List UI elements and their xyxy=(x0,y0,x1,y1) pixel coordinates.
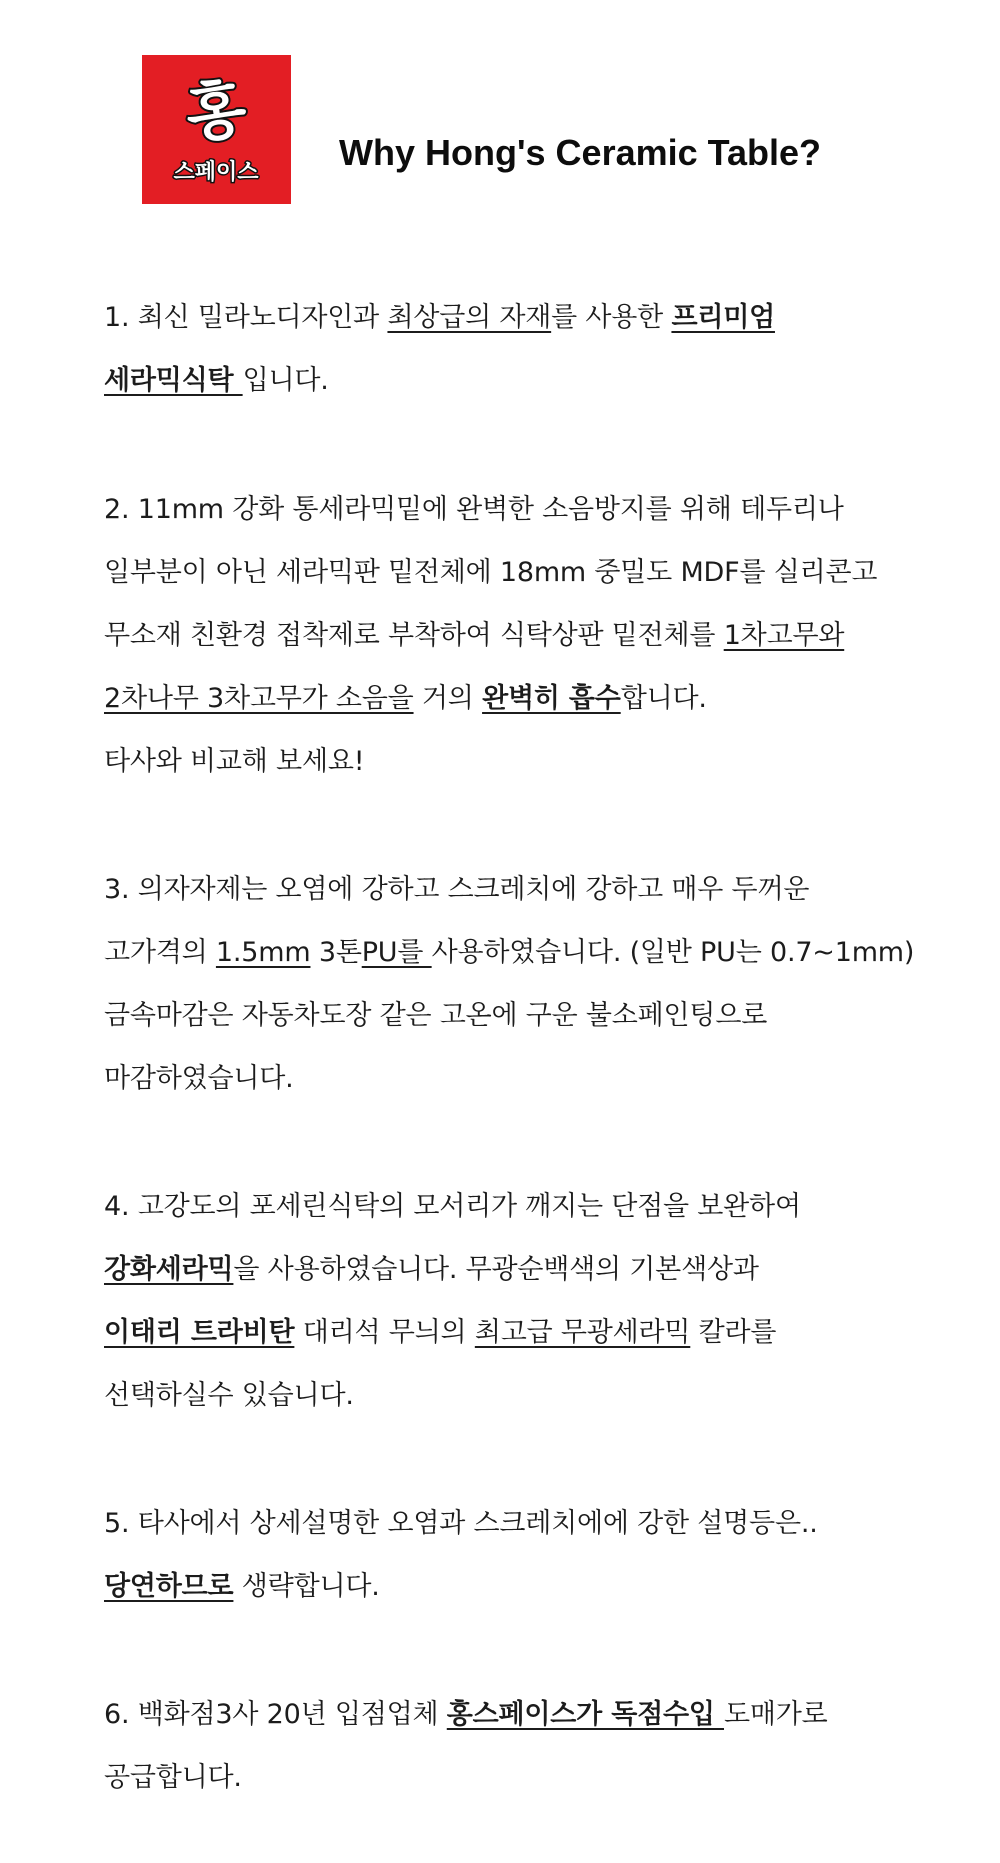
body-text: 생략합니다. xyxy=(233,1571,380,1602)
section-4-line-4 xyxy=(104,1378,354,1414)
section-6-line-2 xyxy=(104,1760,242,1796)
section-2-line-3 xyxy=(104,618,844,654)
body-text: 을 사용하였습니다. 무광순백색의 기본색상과 xyxy=(233,1254,759,1285)
body-text: 도매가로 xyxy=(724,1699,828,1730)
hong-space-logo-icon xyxy=(142,55,291,204)
section-3-line-2 xyxy=(104,935,914,971)
section-1-line-2 xyxy=(104,363,329,399)
body-text: 6. 백화점3사 20년 입점업체 xyxy=(104,1699,447,1730)
bold-underlined-text: 당연하므로 xyxy=(104,1571,234,1602)
body-text: 거의 xyxy=(413,683,483,714)
section-2-line-4 xyxy=(104,681,707,717)
bold-underlined-text: 완벽히 흡수 xyxy=(482,683,621,714)
body-text: 3톤 xyxy=(310,937,362,968)
section-6-line-1 xyxy=(104,1697,828,1733)
body-text: 2. 11mm 강화 통세라믹밑에 완벽한 소음방지를 위해 테두리나 xyxy=(104,494,844,525)
body-text: 3. 의자자제는 오염에 강하고 스크레치에 강하고 매우 두꺼운 xyxy=(104,874,810,905)
body-text: 금속마감은 자동차도장 같은 고온에 구운 불소페인팅으로 xyxy=(104,1000,768,1031)
page-title: Why Hong's Ceramic Table? xyxy=(339,132,821,173)
underlined-text: 1차고무와 xyxy=(723,620,845,651)
bold-underlined-text: 프리미엄 xyxy=(671,302,775,333)
section-4-line-2 xyxy=(104,1252,759,1288)
section-4-line-3 xyxy=(104,1315,776,1351)
bold-underlined-text: 세라믹식탁 xyxy=(104,365,243,396)
section-3-line-4 xyxy=(104,1061,294,1097)
section-2-line-2 xyxy=(104,555,877,591)
section-3-line-1 xyxy=(104,872,809,908)
bold-underlined-text: 이태리 트라비탄 xyxy=(104,1317,295,1348)
section-4-line-1 xyxy=(104,1189,801,1225)
body-text: 사용하였습니다. (일반 PU는 0.7~1mm) xyxy=(431,937,915,968)
body-text: 대리석 무늬의 xyxy=(294,1317,475,1348)
section-3-line-3 xyxy=(104,998,767,1034)
section-2-line-5 xyxy=(104,744,364,780)
body-text: 합니다. xyxy=(620,683,707,714)
section-2-line-1 xyxy=(104,492,844,528)
brand-logo xyxy=(142,55,291,204)
body-text: 1. 최신 밀라노디자인과 xyxy=(104,302,388,333)
body-text: 무소재 친환경 접착제로 부착하여 식탁상판 밑전체를 xyxy=(104,620,724,651)
body-text: 칼라를 xyxy=(690,1317,777,1348)
body-text: 공급합니다. xyxy=(104,1762,242,1793)
underlined-text: 2차나무 3차고무가 소음을 xyxy=(104,683,414,714)
underlined-text: 1.5mm xyxy=(215,937,311,968)
bold-underlined-text: 강화세라믹 xyxy=(104,1254,234,1285)
body-text: 타사와 비교해 보세요! xyxy=(104,746,365,777)
body-text: 입니다. xyxy=(242,365,329,396)
body-text: 일부분이 아닌 세라믹판 밑전체에 18mm 중밀도 MDF를 실리콘고 xyxy=(104,557,878,588)
body-text: 4. 고강도의 포세린식탁의 모서리가 깨지는 단점을 보완하여 xyxy=(104,1191,801,1222)
section-1-line-1 xyxy=(104,300,775,336)
body-text: 마감하였습니다. xyxy=(104,1063,294,1094)
bold-underlined-text: 홍스페이스가 독점수입 xyxy=(446,1699,724,1730)
body-text: 고가격의 xyxy=(104,937,216,968)
body-text: 를 사용한 xyxy=(551,302,672,333)
logo-bottom-text: 스페이스 xyxy=(173,160,259,185)
section-5-line-2 xyxy=(104,1569,380,1605)
section-5-line-1 xyxy=(104,1506,818,1542)
underlined-text: 최상급의 자재 xyxy=(387,302,552,333)
body-text: 5. 타사에서 상세설명한 오염과 스크레치에에 강한 설명등은.. xyxy=(104,1508,818,1539)
body-text: 선택하실수 있습니다. xyxy=(104,1380,354,1411)
underlined-text: 최고급 무광세라믹 xyxy=(474,1317,691,1348)
underlined-text: PU를 xyxy=(361,937,432,968)
logo-top-text: 홍 xyxy=(181,71,251,152)
